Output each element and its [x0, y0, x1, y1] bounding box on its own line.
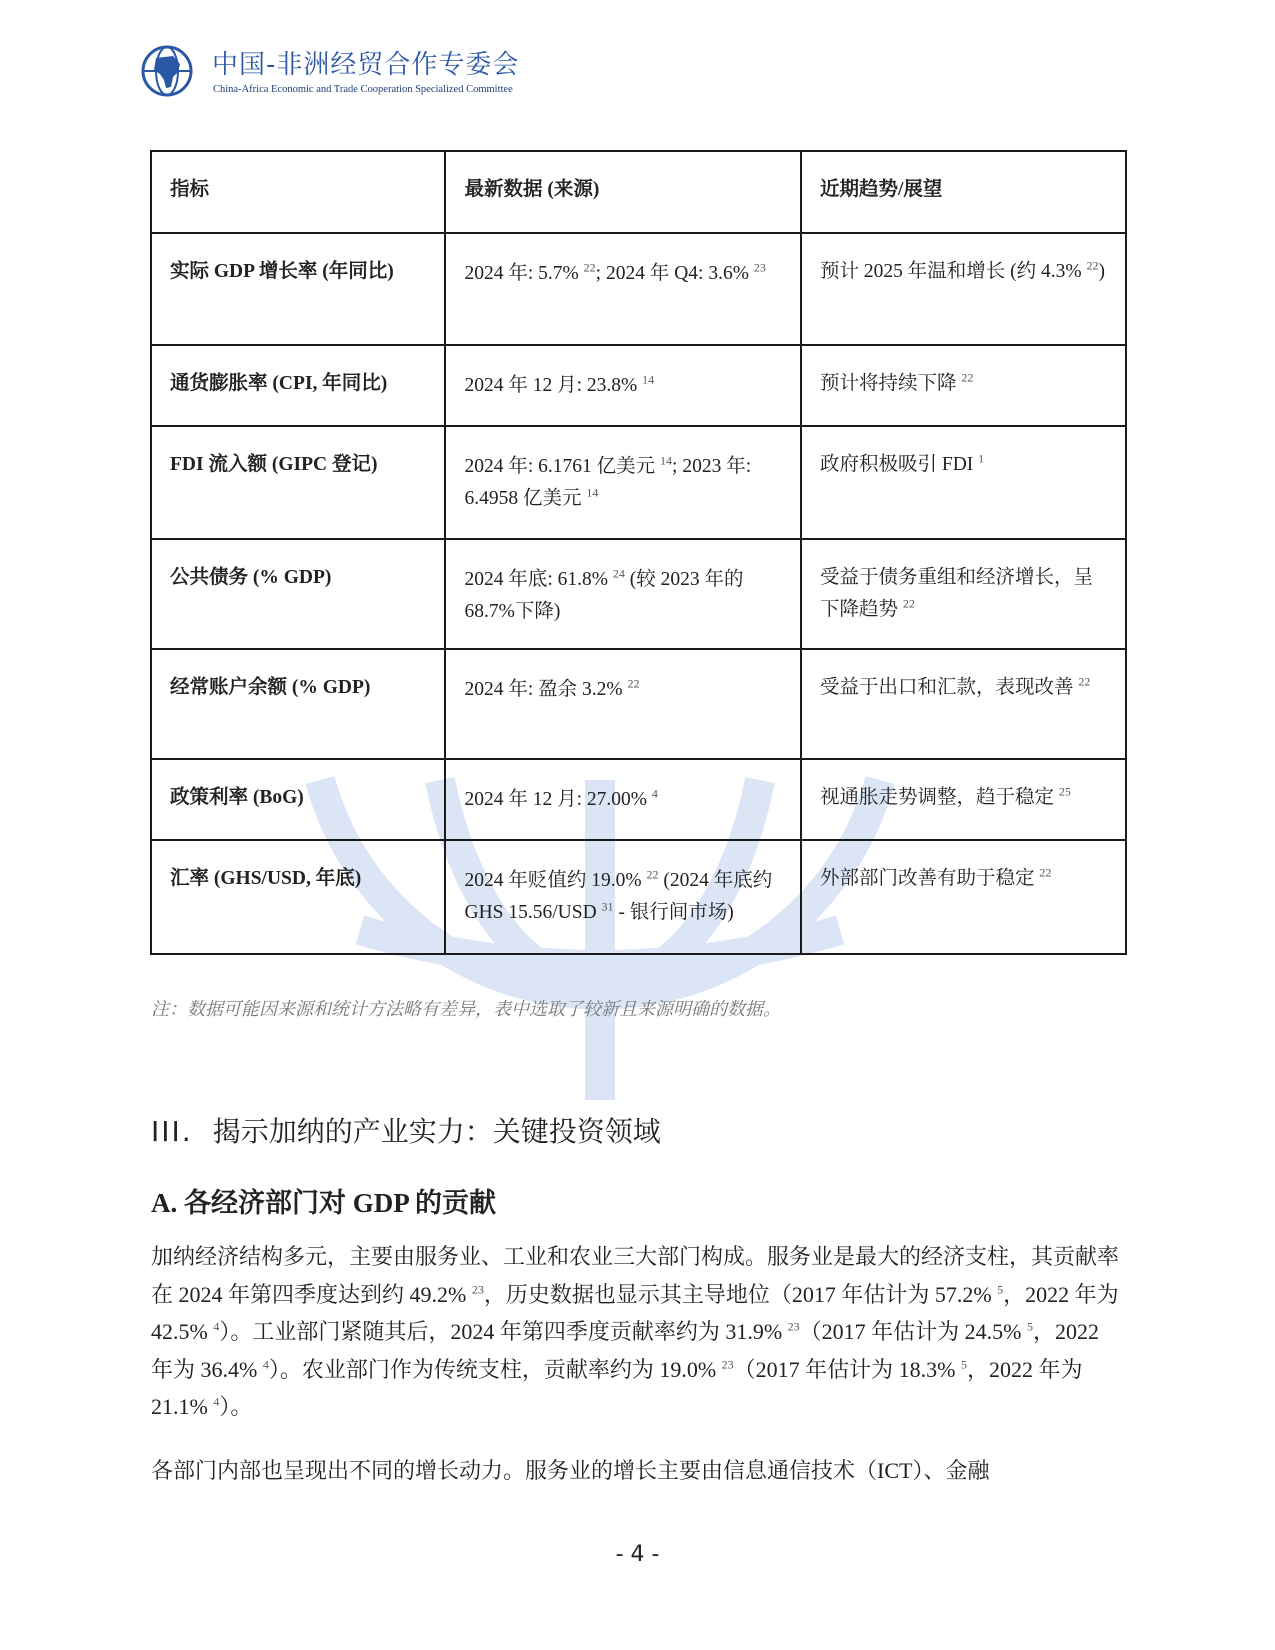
citation-superscript: 23 [753, 260, 766, 275]
text-run: 预计 2025 年温和增长 (约 4.3% [819, 261, 1087, 282]
latest-data-cell [445, 539, 801, 649]
text-run: (2024 年底约 GHS 15.56/USD [464, 870, 773, 923]
header-indicator: 指标 [151, 151, 445, 233]
latest-data-cell [445, 345, 801, 426]
text-run: 2024 年: 盈余 3.2% [464, 679, 628, 700]
citation-superscript: 23 [471, 1282, 484, 1297]
citation-superscript: 14 [586, 485, 599, 500]
latest-data-cell [445, 649, 801, 759]
text-run: ，历史数据也显示其主导地位（2017 年估计为 57.2% [483, 1281, 998, 1307]
indicator-cell: 通货膨胀率 (CPI, 年同比) [151, 345, 445, 426]
citation-superscript: 4 [213, 1394, 220, 1409]
text-run: ，2022 年为 36.4% [151, 1319, 1099, 1382]
text-run: 2024 年: 5.7% [464, 263, 584, 284]
text-run: 各部门内部也呈现出不同的增长动力。服务业的增长主要由信息通信技术（ICT）、金融 [151, 1458, 990, 1483]
citation-superscript: 31 [601, 899, 614, 914]
text-run: 2024 年底: 61.8% [464, 569, 613, 590]
trend-cell [801, 649, 1126, 759]
trend-cell [801, 426, 1126, 539]
trend-cell [801, 345, 1126, 426]
table-row [151, 426, 1126, 539]
citation-superscript: 22 [902, 596, 915, 611]
text-run: ）。 [219, 1394, 253, 1419]
text-run: 预计将持续下降 [819, 373, 962, 394]
citation-superscript: 22 [961, 370, 974, 385]
org-name-english: China-Africa Economic and Trade Cooperation Specialized Committee [213, 84, 513, 95]
citation-superscript: 22 [583, 260, 596, 275]
trend-cell [801, 539, 1126, 649]
text-run: 加纳经济结构多元，主要由服务业、工业和农业三大部门构成。服务业是最大的经济支柱，其贡献率在 2024 年第四季度达到约 49.2% [151, 1244, 1120, 1307]
text-run: 2024 年 12 月: 23.8% [464, 375, 643, 396]
text-run: ; 2023 年: 6.4958 亿美元 [464, 456, 752, 509]
text-run: (较 2023 年的 68.7%下降) [464, 569, 744, 622]
latest-data-cell [445, 759, 801, 840]
citation-superscript: 5 [997, 1282, 1004, 1297]
indicator-cell: 政策利率 (BoG) [151, 759, 445, 840]
text-run: ）。农业部门作为传统支柱，贡献率约为 19.0% [268, 1356, 722, 1382]
citation-superscript: 4 [651, 786, 658, 801]
citation-superscript: 5 [960, 1357, 967, 1372]
trend-cell [801, 233, 1126, 345]
text-run: 2024 年贬值约 19.0% [464, 870, 647, 891]
trend-cell [801, 759, 1126, 840]
text-run: 外部部门改善有助于稳定 [819, 868, 1040, 889]
table-row [151, 649, 1126, 759]
citation-superscript: 1 [978, 451, 985, 466]
section-heading [151, 1110, 661, 1150]
indicator-cell: FDI 流入额 (GIPC 登记) [151, 426, 445, 539]
citation-superscript: 5 [1026, 1319, 1033, 1334]
citation-superscript: 25 [1058, 784, 1071, 799]
indicator-cell: 公共债务 (% GDP) [151, 539, 445, 649]
citation-superscript: 23 [721, 1357, 734, 1372]
text-run: 受益于债务重组和经济增长，呈下降趋势 [819, 567, 1093, 620]
text-run: ，2022 年为 42.5% [151, 1281, 1119, 1344]
latest-data-cell [445, 426, 801, 539]
org-name-chinese: 中国-非洲经贸合作专委会 [212, 50, 520, 80]
table-row [151, 345, 1126, 426]
globe-africa-logo-icon [140, 44, 194, 98]
table-row [151, 539, 1126, 649]
text-run: 视通胀走势调整，趋于稳定 [819, 787, 1059, 808]
text-run: （2017 年估计为 18.3% [733, 1356, 961, 1382]
text-run: ）。工业部门紧随其后，2024 年第四季度贡献率约为 31.9% [219, 1319, 788, 1344]
subsection-heading: A. 各经济部门对 GDP 的贡献 [151, 1188, 497, 1218]
citation-superscript: 22 [1086, 258, 1099, 273]
text-run: ，2022 年为 21.1% [151, 1356, 1083, 1419]
text-run: 2024 年: 6.1761 亿美元 [464, 456, 661, 477]
citation-superscript: 22 [1039, 865, 1052, 880]
page-number: - 4 - [615, 1542, 660, 1567]
table-row [151, 840, 1126, 954]
text-run: ; 2024 年 Q4: 3.6% [595, 263, 754, 284]
trend-cell [801, 840, 1126, 954]
citation-superscript: 4 [262, 1357, 269, 1372]
paragraph-sector-drivers [151, 1452, 1126, 1490]
header-latest-data: 最新数据 (来源) [445, 151, 801, 233]
table-header-row [151, 151, 1126, 233]
citation-superscript: 22 [1078, 674, 1091, 689]
economic-indicators-table [150, 150, 1127, 955]
text-run: ) [1098, 261, 1105, 282]
text-run: （2017 年估计为 24.5% [799, 1319, 1027, 1344]
text-run: - 银行间市场) [613, 902, 734, 923]
paragraph-sector-contribution [151, 1238, 1126, 1426]
text-run: 政府积极吸引 FDI [819, 454, 979, 475]
citation-superscript: 23 [787, 1319, 800, 1334]
indicator-cell: 经常账户余额 (% GDP) [151, 649, 445, 759]
latest-data-cell [445, 840, 801, 954]
citation-superscript: 4 [213, 1319, 220, 1334]
indicator-cell: 汇率 (GHS/USD, 年底) [151, 840, 445, 954]
table-row [151, 233, 1126, 345]
citation-superscript: 24 [612, 566, 625, 581]
indicator-cell: 实际 GDP 增长率 (年同比) [151, 233, 445, 345]
text-run: 受益于出口和汇款，表现改善 [819, 677, 1079, 698]
latest-data-cell [445, 233, 801, 345]
citation-superscript: 22 [627, 676, 640, 691]
table-row [151, 759, 1126, 840]
text-run: 2024 年 12 月: 27.00% [464, 789, 652, 810]
section-number: III. [151, 1115, 193, 1148]
citation-superscript: 14 [642, 372, 655, 387]
header-trend: 近期趋势/展望 [801, 151, 1126, 233]
table-note: 注：数据可能因来源和统计方法略有差异，表中选取了较新且来源明确的数据。 [151, 999, 781, 1019]
citation-superscript: 22 [646, 867, 659, 882]
citation-superscript: 14 [660, 453, 673, 468]
section-title: 揭示加纳的产业实力：关键投资领域 [212, 1115, 661, 1148]
